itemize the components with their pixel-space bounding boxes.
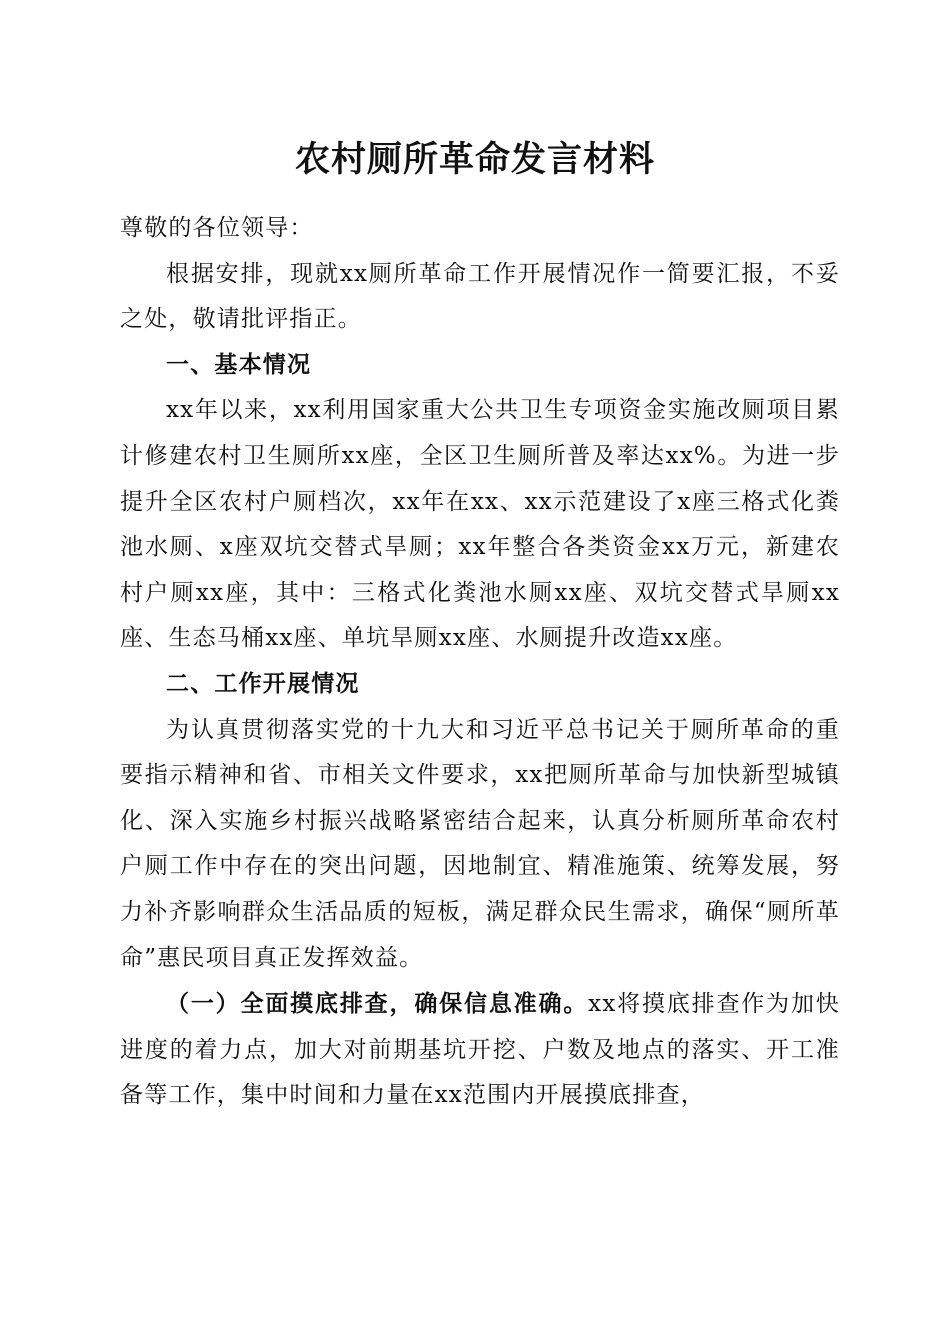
subsection-lead-1: （一）全面摸底排查，确保信息准确。: [166, 990, 589, 1018]
intro-paragraph: 根据安排，现就xx厕所革命工作开展情况作一简要汇报，不妥之处，敬请批评指正。: [120, 260, 840, 333]
section-heading-basic: 一、基本情况: [166, 351, 312, 378]
document-title: 农村厕所革命发言材料: [294, 139, 655, 180]
document-body: [120, 206, 840, 1119]
section-paragraph-work: 为认真贯彻落实党的十九大和习近平总书记关于厕所革命的重要指示精神和省、市相关文件要求，xx把厕所革命与加快新型城镇化、深入实施乡村振兴战略紧密结合起来，认真分析厕所革命农村户厕工作中存在的突出问题，因地制宜、精准施策、统筹发展，努力补齐影响群众生活品质的短板，满足群众民生需求，确保“厕所革命”惠民项目真正发挥效益。: [120, 716, 840, 971]
subsection-text-1: xx将摸底排查作为加快进度的着力点，加大对前期基坑开挖、户数及地点的落实、开工准备等工作，集中时间和力量在xx范围内开展摸底排查，: [120, 991, 840, 1109]
subsection-paragraph-1: [120, 981, 840, 1119]
salutation: 尊敬的各位领导：: [120, 215, 314, 241]
section-heading-work: 二、工作开展情况: [166, 670, 360, 697]
section-paragraph-basic: xx年以来，xx利用国家重大公共卫生专项资金实施改厕项目累计修建农村卫生厕所xx座，全区卫生厕所普及率达xx%。为进一步提升全区农村户厕档次，xx年在xx、xx示范建设了x座三格式化粪池水厕、x座双坑交替式旱厕；xx年整合各类资金xx万元，新建农村户厕xx座，其中：三格式化粪池水厕xx座、双坑交替式旱厕xx座、生态马桶xx座、单坑旱厕xx座、水厕提升改造xx座。: [120, 397, 840, 652]
